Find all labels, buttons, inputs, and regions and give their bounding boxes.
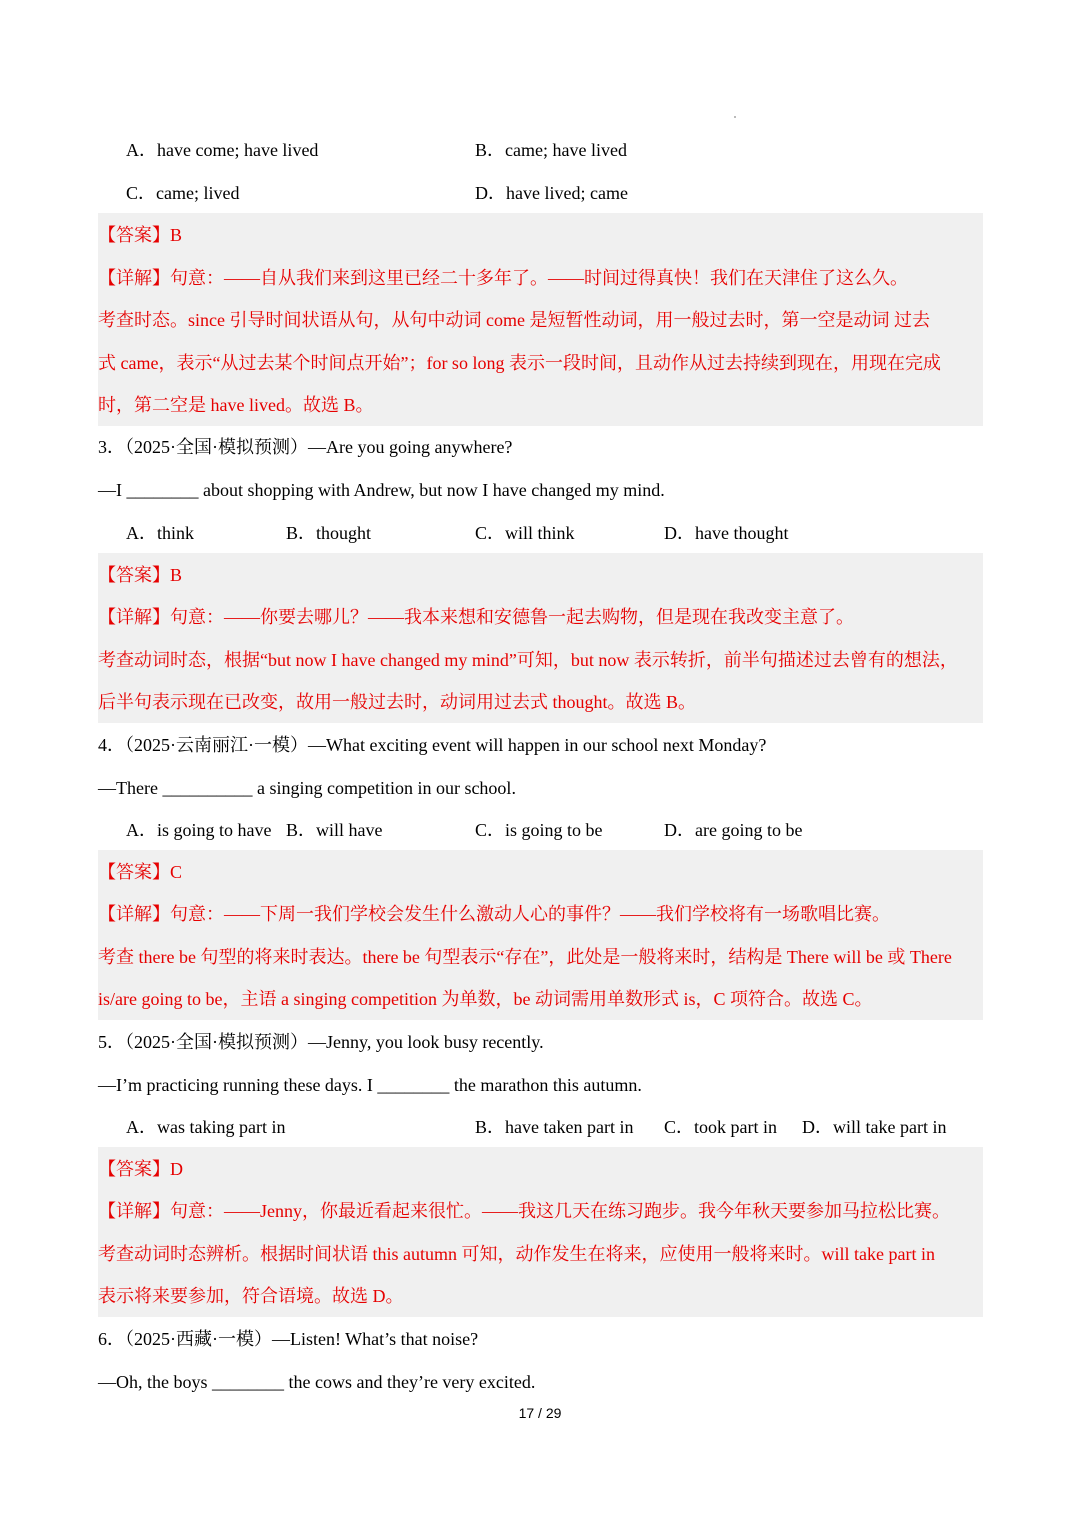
q2-explain-3: 式 came，表示“从过去某个时间点开始”；for so long 表示一段时间，且动作从过去持续到现在，用现在完成	[98, 353, 941, 373]
q5-option-d: D．will take part in	[802, 1117, 947, 1137]
q5-option-a: A．was taking part in	[126, 1117, 286, 1137]
q2-answer: 【答案】B	[98, 225, 183, 245]
q3-answer: 【答案】B	[98, 565, 183, 585]
q3-option-b: B．thought	[286, 523, 372, 543]
q5-explain-1: 【详解】句意：——Jenny，你最近看起来很忙。——我这几天在练习跑步。我今年秋天要参加马拉松比赛。	[98, 1201, 950, 1221]
q5-explain-3: 表示将来要参加，符合语境。故选 D。	[98, 1286, 404, 1306]
q2-option-b: B．came; have lived	[475, 140, 627, 160]
q3-option-a: A．think	[126, 523, 195, 543]
q2-explain-2: 考查时态。since 引导时间状语从句，从句中动词 come 是短暂性动词，用一般过去时，第一空是动词 过去	[98, 310, 930, 330]
q5-stem: 5．（2025·全国·模拟预测）—Jenny, you look busy recently.	[98, 1032, 544, 1052]
q3-explain-1: 【详解】句意：——你要去哪儿？——我本来想和安德鲁一起去购物，但是现在我改变主意了。	[98, 607, 854, 627]
q4-stem: 4．（2025·云南丽江·一模）—What exciting event will happen in our school next Monday?	[98, 735, 767, 755]
q4-explain-3: is/are going to be，主语 a singing competition 为单数，be 动词需用单数形式 is，C 项符合。故选 C。	[98, 989, 873, 1009]
q4-line2: —There __________ a singing competition in our school.	[98, 778, 516, 798]
q3-explain-3: 后半句表示现在已改变，故用一般过去时，动词用过去式 thought。故选 B。	[98, 692, 697, 712]
q4-option-d: D．are going to be	[664, 820, 803, 840]
q3-option-c: C．will think	[475, 523, 575, 543]
q2-explain-1: 【详解】句意：——自从我们来到这里已经二十多年了。——时间过得真快！我们在天津住了这么久。	[98, 268, 908, 288]
q5-answer: 【答案】D	[98, 1159, 183, 1179]
q2-option-d: D．have lived; came	[475, 183, 628, 203]
q3-explain-2: 考查动词时态，根据“but now I have changed my mind”可知，but now 表示转折，前半句描述过去曾有的想法，	[98, 650, 958, 670]
q4-answer: 【答案】C	[98, 862, 183, 882]
q5-option-b: B．have taken part in	[475, 1117, 634, 1137]
q4-explain-1: 【详解】句意：——下周一我们学校会发生什么激动人心的事件？——我们学校将有一场歌唱比赛。	[98, 904, 890, 924]
q5-explain-2: 考查动词时态辨析。根据时间状语 this autumn 可知，动作发生在将来，应使用一般将来时。will take part in	[98, 1244, 935, 1264]
q6-line2: —Oh, the boys ________ the cows and they’re very excited.	[98, 1372, 536, 1392]
q4-option-a: A．is going to have	[126, 820, 272, 840]
q2-option-a: A．have come; have lived	[126, 140, 319, 160]
q4-option-c: C．is going to be	[475, 820, 603, 840]
q4-explain-2: 考查 there be 句型的将来时表达。there be 句型表示“存在”，此处是一般将来时，结构是 There will be 或 There	[98, 947, 952, 967]
q2-option-c: C．came; lived	[126, 183, 240, 203]
q5-option-c: C．took part in	[664, 1117, 777, 1137]
page-number: 17 / 29	[518, 1405, 562, 1421]
q2-explain-4: 时，第二空是 have lived。故选 B。	[98, 395, 374, 415]
q3-line2: —I ________ about shopping with Andrew, but now I have changed my mind.	[98, 480, 665, 500]
q4-option-b: B．will have	[286, 820, 383, 840]
q3-stem: 3．（2025·全国·模拟预测）—Are you going anywhere?	[98, 437, 513, 457]
q3-option-d: D．have thought	[664, 523, 789, 543]
q5-line2: —I’m practicing running these days. I ________ the marathon this autumn.	[98, 1075, 642, 1095]
page-dot	[734, 116, 736, 118]
q6-stem: 6．（2025·西藏·一模）—Listen! What’s that noise?	[98, 1329, 479, 1349]
